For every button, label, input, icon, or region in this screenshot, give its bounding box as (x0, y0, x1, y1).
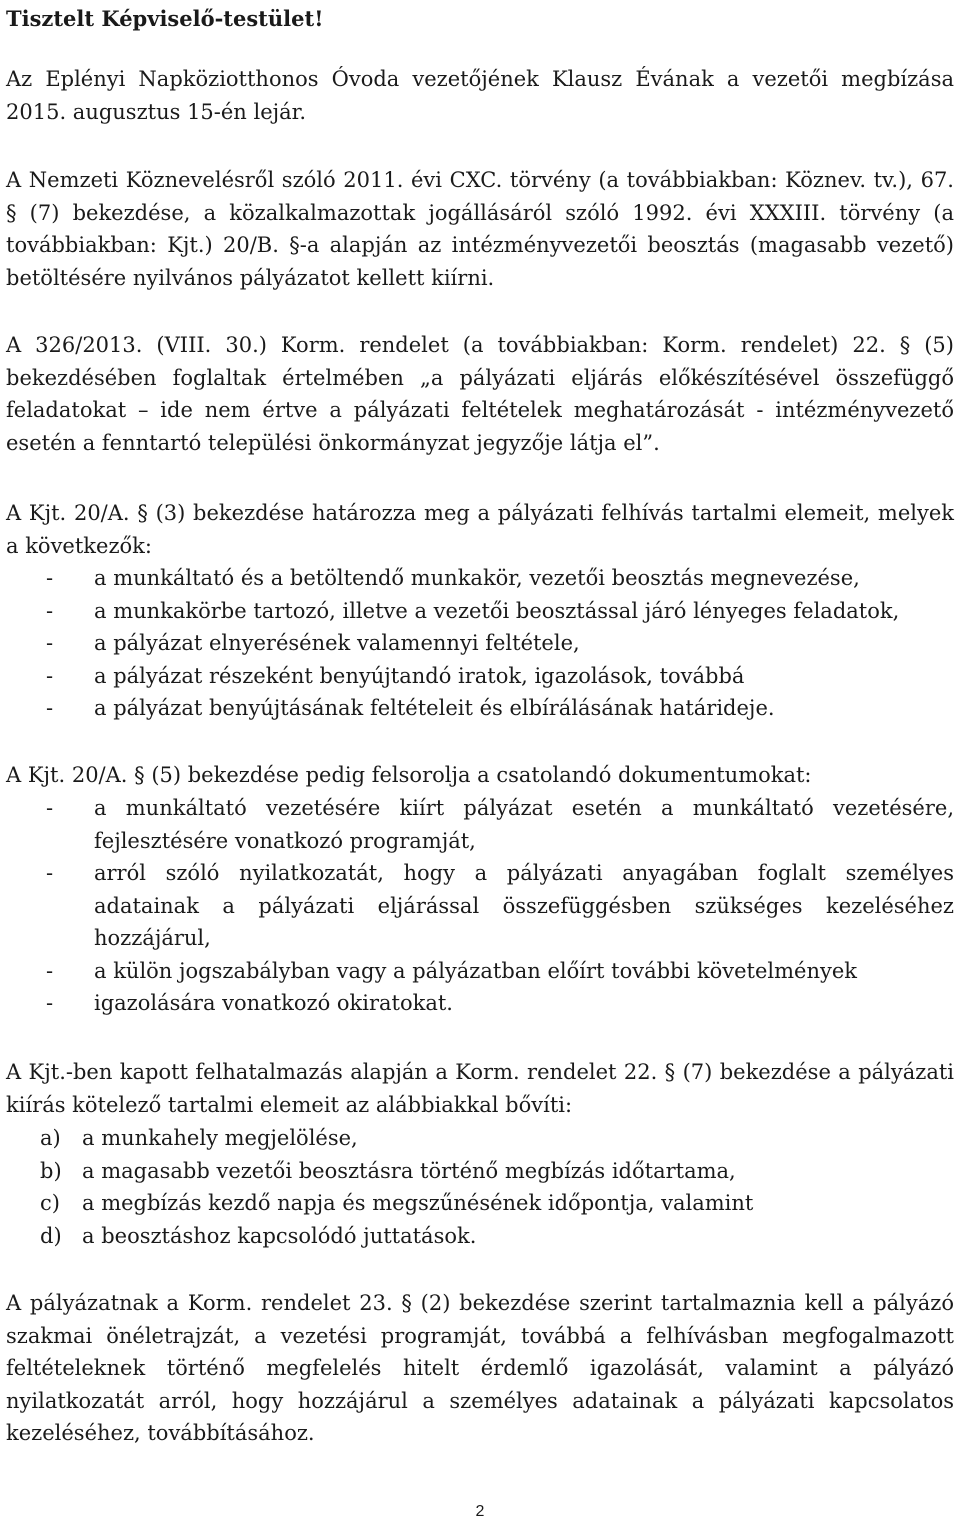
list-marker: a) (40, 1126, 61, 1150)
list-item: - a pályázat részeként benyújtandó iratok, igazolások, továbbá (6, 660, 954, 693)
list-marker: b) (40, 1158, 62, 1183)
list-item: c) a megbízás kezdő napja és megszűnésének időpontja, valamint (6, 1187, 954, 1220)
list-marker: - (46, 598, 54, 623)
list-marker: - (46, 958, 54, 983)
list-item: - a pályázat elnyerésének valamennyi feltétele, (6, 627, 954, 660)
list-mandatory-elements (6, 1122, 954, 1252)
list-marker: - (46, 631, 54, 655)
list-marker: - (46, 796, 54, 820)
list-item: - a munkáltató vezetésére kiírt pályázat esetén a munkáltató vezetésére, fejlesztésére vonatkozó programját, (6, 792, 954, 857)
list-item: - a külön jogszabályban vagy a pályázatban előírt további követelmények (6, 955, 954, 988)
page-number: 2 (475, 1503, 485, 1520)
list-marker: - (46, 663, 54, 688)
paragraph-korm-rendelet: A 326/2013. (VIII. 30.) Korm. rendelet (a továbbiakban: Korm. rendelet) 22. § (5) bekezdésében foglaltak értelmében „a pályázati eljárás előkészítésével összefüggő feladatokat – ide nem értve a pályázati feltételek meghatározását - intézményvezető esetén a fenntartó települési önkormányzat jegyzője látja el”. (6, 333, 954, 455)
list-item: d) a beosztáshoz kapcsolódó juttatások. (6, 1220, 954, 1253)
document-heading: Tisztelt Képviselő-testület! (6, 6, 324, 31)
paragraph-application-contents: A pályázatnak a Korm. rendelet 23. § (2) bekezdése szerint tartalmaznia kell a pályázó szakmai önéletrajzát, a vezetési programját, továbbá a felhívásban megfogalmazott feltételeknek történő megfelelés hitelt érdemlő igazolását, valamint a pályázó nyilatkozatát arról, hogy hozzájárul a személyes adatainak a pályázati kapcsolatos kezeléséhez, továbbításához. (6, 1291, 954, 1445)
list-marker: - (46, 696, 54, 720)
list-item: - igazolására vonatkozó okiratokat. (6, 987, 954, 1020)
list-marker: c) (40, 1191, 60, 1215)
list-application-elements (6, 562, 954, 725)
list-required-documents (6, 792, 954, 1020)
list-item: - a munkáltató és a betöltendő munkakör, vezetői beosztás megnevezése, (6, 562, 954, 595)
list-item: - arról szóló nyilatkozatát, hogy a pályázati anyagában foglalt személyes adatainak a pályázati eljárással összefüggésben szükséges kezeléséhez hozzájárul, (6, 857, 954, 955)
list-item: - a munkakörbe tartozó, illetve a vezetői beosztással járó lényeges feladatok, (6, 595, 954, 628)
list-marker: - (46, 566, 54, 590)
paragraph-kjt-20a-5: A Kjt. 20/A. § (5) bekezdése pedig felsorolja a csatolandó dokumentumokat: (6, 763, 812, 787)
list-marker: - (46, 991, 54, 1015)
paragraph-mandate-expiry: Az Eplényi Napköziotthonos Óvoda vezetőjének Klausz Évának a vezetői megbízása 2015. augusztus 15-én lejár. (6, 67, 954, 124)
paragraph-legal-basis: A Nemzeti Köznevelésről szóló 2011. évi CXC. törvény (a továbbiakban: Köznev. tv.), 67. § (7) bekezdése, a közalkalmazottak jogállásáról szóló 1992. évi XXXIII. törvény (a továbbiakban: Kjt.) 20/B. §-a alapján az intézményvezetői beosztás (magasabb vezető) betöltésére nyilvános pályázatot kellett kiírni. (6, 168, 954, 290)
list-item: b) a magasabb vezetői beosztásra történő megbízás időtartama, (6, 1155, 954, 1188)
list-item: - a pályázat benyújtásának feltételeit és elbírálásának határideje. (6, 692, 954, 725)
paragraph-kjt-20a-3: A Kjt. 20/A. § (3) bekezdése határozza meg a pályázati felhívás tartalmi elemeit, melyek a következők: (6, 501, 954, 558)
paragraph-kjt-authorization: A Kjt.-ben kapott felhatalmazás alapján a Korm. rendelet 22. § (7) bekezdése a pályázati kiírás kötelező tartalmi elemeit az alábbiakkal bővíti: (6, 1060, 954, 1117)
list-marker: - (46, 861, 54, 885)
list-item: a) a munkahely megjelölése, (6, 1122, 954, 1155)
list-marker: d) (40, 1223, 62, 1248)
